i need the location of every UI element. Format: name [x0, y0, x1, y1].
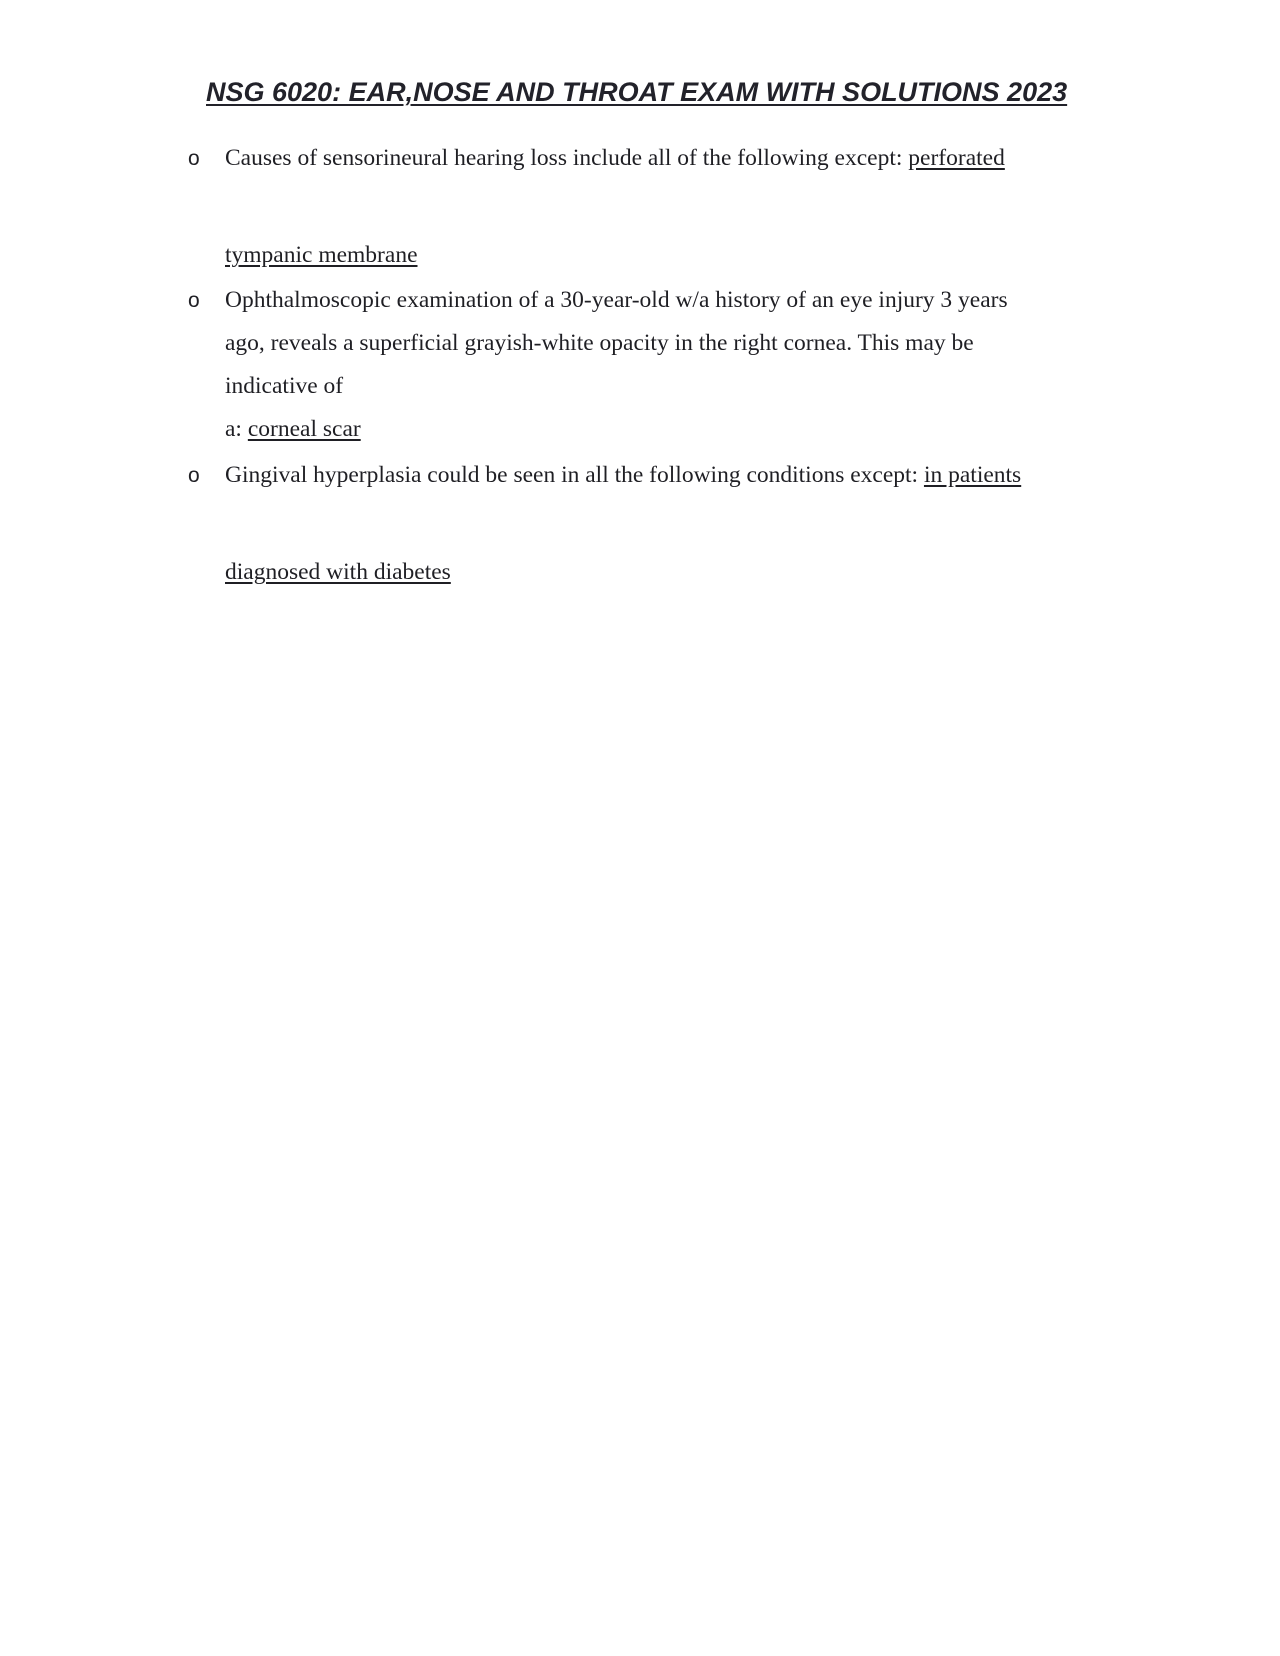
question-text-line [225, 137, 1005, 180]
question-text: Causes of sensorineural hearing loss include all of the following except: [225, 145, 903, 171]
answer-text: tympanic membrane [225, 242, 418, 268]
question-text-line [225, 454, 1021, 497]
bullet-marker: o [188, 464, 200, 487]
answer-line [225, 408, 361, 451]
bullet-marker: o [188, 289, 200, 312]
question-text-line: indicative of [225, 373, 344, 399]
question-text-line: ago, reveals a superficial grayish-white opacity in the right cornea. This may be [225, 330, 974, 356]
answer-text: diagnosed with diabetes [225, 559, 451, 585]
answer-continuation-line [225, 234, 418, 277]
question-text-line: Ophthalmoscopic examination of a 30-year-old w/a history of an eye injury 3 years [225, 287, 1008, 313]
answer-text: corneal scar [247, 416, 361, 442]
document-title: NSG 6020: EAR,NOSE AND THROAT EXAM WITH SOLUTIONS 2023 [206, 77, 1068, 107]
question-text: Gingival hyperplasia could be seen in all the following conditions except: [225, 462, 919, 488]
answer-continuation-line [225, 551, 451, 594]
answer-text: perforated [908, 145, 1005, 171]
bullet-marker: o [188, 147, 200, 170]
answer-prefix: a: [225, 416, 242, 442]
answer-text: in patients [923, 462, 1022, 488]
